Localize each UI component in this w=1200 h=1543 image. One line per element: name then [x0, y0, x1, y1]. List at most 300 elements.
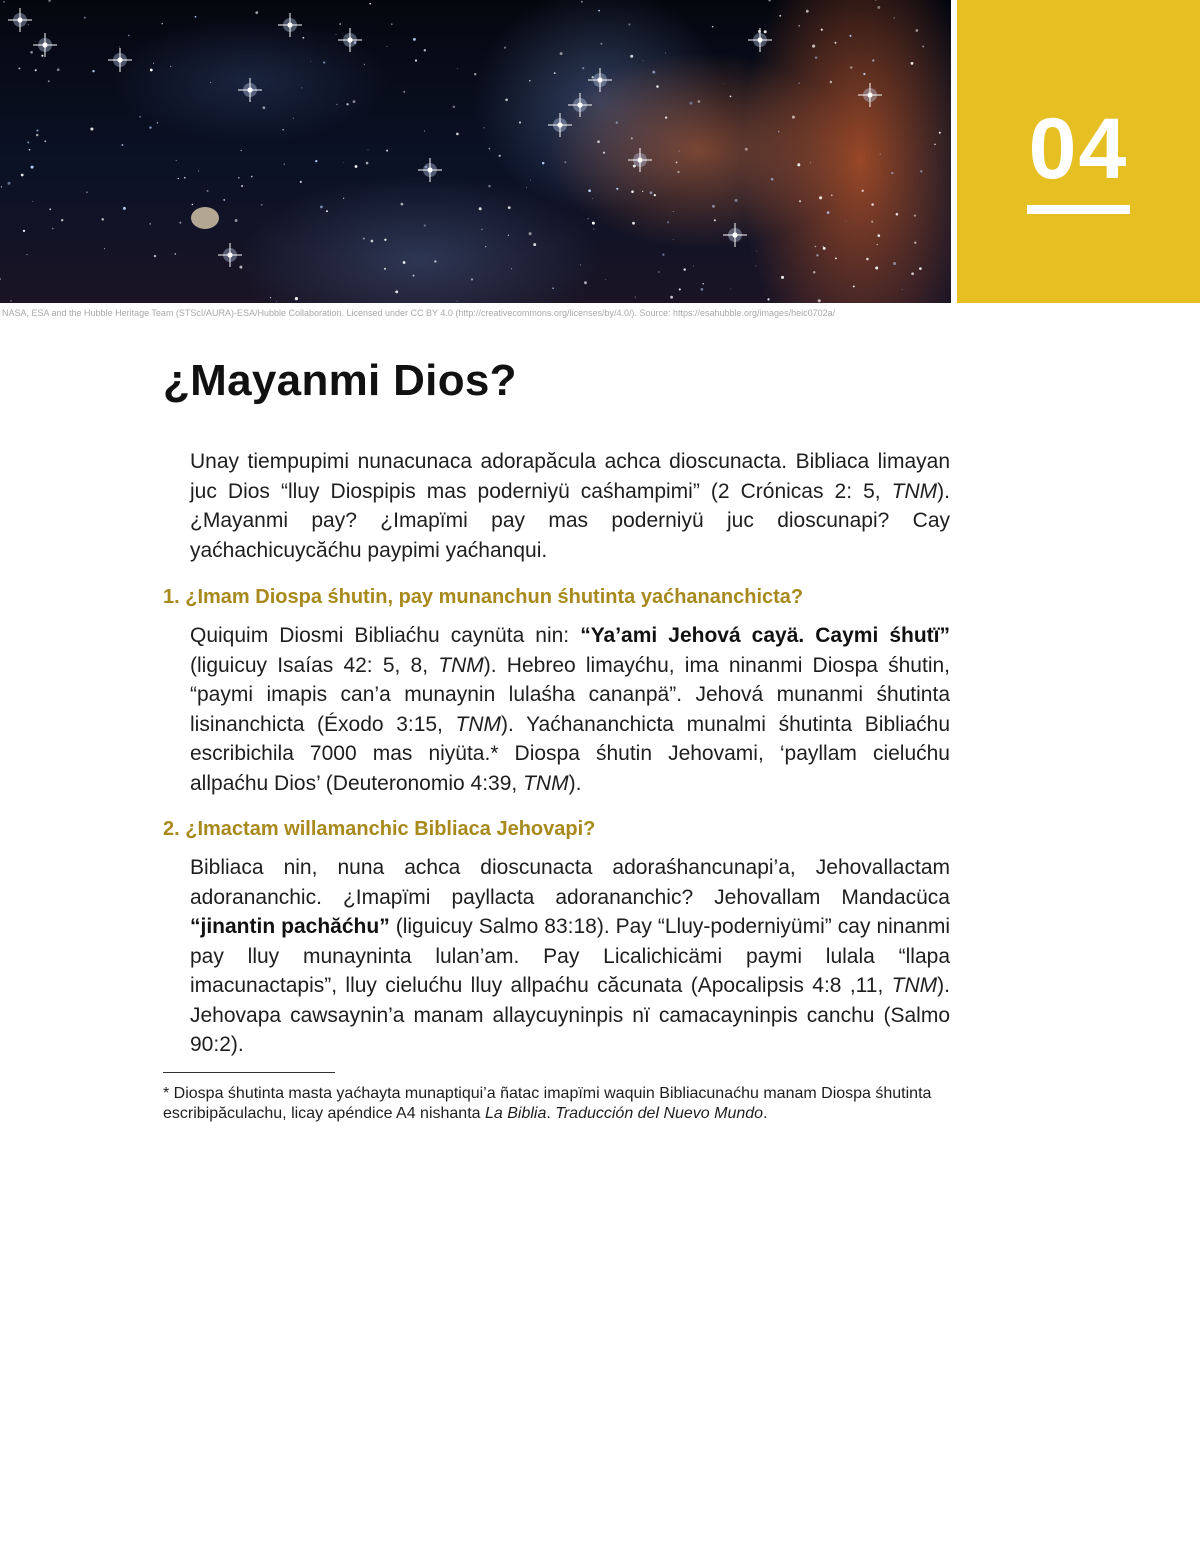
star: [698, 100, 701, 103]
text-run: Quiquim Diosmi Bibliaćhu caynüta nin:: [190, 624, 581, 647]
star: [815, 56, 818, 59]
star: [153, 63, 154, 64]
star: [816, 254, 818, 256]
star: [57, 68, 60, 71]
star: [84, 17, 86, 19]
star: [835, 258, 837, 260]
star: [157, 122, 158, 123]
star: [505, 99, 508, 102]
star: [301, 87, 302, 88]
star: [335, 34, 336, 35]
intro-paragraph: [190, 447, 950, 565]
star: [424, 49, 426, 51]
star: [665, 116, 667, 118]
star: [92, 70, 94, 72]
star: [456, 133, 459, 136]
star: [616, 121, 618, 123]
italic-text: TNM: [455, 712, 502, 736]
star: [701, 288, 704, 291]
star: [730, 96, 732, 98]
star: [656, 85, 659, 88]
chapter-underline: [1027, 205, 1130, 214]
star: [61, 219, 63, 221]
star: [564, 161, 566, 163]
star: [210, 82, 211, 83]
star: [457, 68, 458, 69]
star: [831, 194, 833, 196]
bright-star: [418, 158, 442, 182]
star: [866, 258, 869, 261]
star: [483, 127, 484, 128]
star: [239, 266, 242, 269]
star: [363, 238, 365, 240]
star: [504, 46, 506, 48]
star: [812, 45, 815, 48]
bright-star: [568, 93, 592, 117]
star: [853, 285, 855, 287]
bold-quote: “Ya’ami Jehová cayä. Caymi śhutï”: [580, 624, 950, 647]
star: [821, 29, 823, 31]
star: [121, 144, 123, 146]
bright-star: [278, 13, 302, 37]
star: [798, 25, 800, 27]
star: [552, 287, 554, 289]
star: [128, 35, 130, 37]
bright-star: [628, 148, 652, 172]
star: [31, 166, 34, 169]
star: [914, 214, 916, 216]
star: [592, 198, 593, 199]
star: [628, 23, 630, 25]
star: [677, 171, 679, 173]
star: [654, 194, 656, 196]
star: [894, 17, 895, 18]
star: [310, 61, 311, 62]
star: [605, 279, 606, 280]
star: [635, 296, 636, 297]
star: [384, 239, 386, 241]
star: [533, 243, 536, 246]
star: [403, 261, 406, 264]
star: [643, 60, 644, 61]
star: [662, 254, 664, 256]
star: [18, 67, 20, 69]
star: [819, 196, 822, 199]
star: [850, 35, 852, 37]
text-run: (liguicuy Isaías 42: 5, 8,: [190, 653, 439, 677]
star: [346, 103, 348, 105]
star: [36, 134, 38, 136]
star: [192, 204, 193, 205]
star: [413, 275, 415, 277]
star: [149, 223, 151, 225]
star: [730, 289, 731, 290]
star: [642, 191, 643, 192]
star: [508, 206, 511, 209]
star: [778, 131, 779, 132]
star: [592, 222, 595, 225]
text-run: ).: [568, 771, 582, 795]
text-run: ). Hebreo limayćhu, ima ninanmi Diospa śhutin, “paymi imapis can’a munaynin lulaśha cananpä”. Jehová munanmi śhutinta lisinanchicta (Éxodo 3:15,: [190, 653, 950, 736]
star: [896, 213, 899, 216]
star: [542, 162, 545, 165]
star: [582, 67, 584, 69]
star: [453, 106, 456, 109]
italic-text: Traducción del Nuevo Mundo: [555, 1105, 764, 1122]
star: [781, 276, 784, 279]
footnote-divider: [163, 1072, 335, 1073]
star: [584, 281, 587, 284]
star: [911, 62, 914, 65]
text-run: (liguicuy Salmo 83:18). Pay “Lluy-poderniyümi” cay ninanmi pay lluy munayninta lulan’am. Pay Licalichicämi paymi lulala “llapa imacunactapis”, lluy cielućhu lluy allpaćhu căcunata (Apocalipsis 4:8 ,11,: [190, 915, 950, 997]
star: [665, 53, 666, 54]
star: [799, 200, 801, 202]
star: [723, 83, 724, 84]
star: [667, 221, 669, 223]
star: [593, 229, 594, 230]
star: [139, 116, 141, 118]
question-1-heading: 1. ¿Imam Diospa śhutin, pay munanchun śhutinta yaćhananchicta?: [163, 586, 804, 608]
star: [818, 299, 821, 302]
star: [914, 242, 916, 244]
star: [251, 176, 253, 178]
star: [364, 64, 365, 65]
star: [241, 150, 242, 151]
star: [714, 219, 716, 221]
star: [871, 221, 873, 223]
lesson-title: ¿Mayanmi Dios?: [163, 356, 517, 405]
star: [771, 178, 774, 181]
star: [366, 162, 369, 165]
star: [580, 264, 581, 265]
star: [403, 91, 405, 93]
star: [911, 272, 914, 275]
star: [315, 160, 317, 162]
bright-star: [858, 83, 882, 107]
star: [511, 268, 512, 269]
star: [598, 10, 600, 12]
star: [508, 235, 509, 236]
chapter-badge: [957, 0, 1200, 303]
star: [48, 80, 50, 82]
star: [41, 55, 43, 57]
text-run: .: [763, 1105, 768, 1122]
text-run: ). Jehovapa cawsaynin’a manam allaycuyninpis nï camacayninpis canchu (Salmo 90:2).: [190, 974, 950, 1056]
star: [526, 187, 527, 188]
star: [488, 185, 490, 187]
star: [391, 23, 393, 25]
star: [581, 1, 583, 3]
star: [529, 232, 532, 235]
star: [877, 234, 880, 237]
star: [673, 239, 674, 240]
star: [872, 59, 874, 61]
chapter-number: 04: [1028, 101, 1129, 197]
star: [891, 172, 893, 174]
star: [323, 61, 325, 63]
star: [175, 253, 177, 255]
star: [293, 118, 294, 119]
star: [712, 26, 714, 28]
star: [597, 140, 600, 143]
star: [424, 131, 425, 132]
star: [530, 180, 531, 181]
star: [915, 29, 918, 32]
star: [797, 163, 800, 166]
star: [755, 265, 756, 266]
star: [499, 155, 501, 157]
star: [485, 246, 486, 247]
star: [235, 219, 238, 222]
star: [519, 121, 521, 123]
bright-star: [723, 223, 747, 247]
star: [303, 37, 305, 39]
bright-star: [108, 48, 132, 72]
star: [241, 185, 243, 187]
star: [457, 301, 458, 302]
star: [616, 188, 618, 190]
star: [343, 162, 344, 163]
star: [49, 208, 51, 210]
star: [768, 0, 771, 1]
star: [798, 82, 800, 84]
star: [830, 81, 832, 83]
star: [630, 55, 633, 58]
star: [658, 271, 659, 272]
star: [369, 3, 371, 5]
bright-star: [548, 113, 572, 137]
italic-text: TNM: [891, 479, 938, 503]
star: [32, 201, 33, 202]
star: [238, 177, 240, 179]
star: [282, 129, 284, 131]
star: [835, 42, 837, 44]
star: [880, 154, 881, 155]
star: [179, 222, 181, 224]
star: [919, 267, 922, 270]
star: [676, 161, 678, 163]
star: [343, 198, 344, 199]
star: [603, 152, 605, 154]
star: [679, 288, 681, 290]
star: [529, 80, 531, 82]
star: [195, 16, 197, 18]
star: [424, 224, 426, 226]
hero-image: [0, 0, 951, 303]
star: [35, 41, 36, 42]
star: [295, 297, 298, 300]
star: [101, 218, 103, 220]
star: [276, 301, 277, 302]
star: [735, 199, 738, 202]
star: [386, 150, 388, 152]
star: [871, 203, 874, 206]
star: [353, 100, 356, 103]
star: [401, 203, 404, 206]
bright-star: [338, 28, 362, 52]
star: [934, 144, 935, 145]
italic-text: TNM: [523, 771, 569, 795]
star: [756, 251, 757, 252]
star: [29, 149, 31, 151]
text-run: Unay tiempupimi nunacunaca adorapăcula achca dioscunacta. Bibliaca limayan juc Dios “lluy Diospipis mas poderniyü caśhampimi” (2 Crónicas 2: 5,: [190, 450, 950, 503]
starfield-graphic: [0, 0, 951, 303]
star: [684, 268, 686, 270]
star: [631, 190, 634, 193]
star: [207, 190, 209, 192]
star: [161, 23, 162, 24]
galaxy: [191, 207, 219, 229]
star: [170, 66, 171, 67]
star: [23, 230, 25, 232]
star: [119, 46, 120, 47]
star: [434, 260, 436, 262]
star: [474, 73, 476, 75]
star: [7, 182, 10, 185]
bright-star: [33, 33, 57, 57]
star: [631, 137, 633, 139]
star: [703, 283, 704, 284]
bold-quote: “jinantin pachăćhu”: [190, 915, 390, 938]
bright-star: [588, 68, 612, 92]
question-2-answer: [190, 853, 950, 1060]
star: [223, 199, 225, 201]
star: [712, 205, 715, 208]
star: [861, 190, 864, 193]
image-credit: NASA, ESA and the Hubble Heritage Team (STScI/AURA)-ESA/Hubble Collaboration. Licensed under CC BY 4.0 (http://creativecommons.org/licenses/by/4.0/). Source: https://esahubble.org/images/heic0702a/: [2, 308, 836, 318]
star: [36, 129, 38, 131]
star: [693, 266, 694, 267]
star: [104, 248, 105, 249]
star: [875, 267, 878, 270]
star: [792, 116, 795, 119]
star: [745, 148, 748, 151]
star: [30, 51, 33, 54]
star: [813, 271, 816, 274]
star: [670, 296, 673, 299]
star: [632, 222, 635, 225]
italic-text: TNM: [438, 653, 484, 677]
star: [184, 177, 186, 179]
star: [26, 254, 27, 255]
star: [673, 211, 674, 212]
star: [35, 69, 37, 71]
star: [764, 30, 767, 33]
star: [822, 246, 823, 247]
star: [689, 102, 692, 105]
star: [939, 132, 941, 134]
star: [123, 207, 126, 210]
bright-star: [238, 78, 262, 102]
star: [922, 45, 924, 47]
star: [44, 140, 46, 142]
star: [863, 73, 865, 75]
question-1-answer: [190, 621, 950, 798]
star: [902, 289, 903, 290]
text-run: Bibliaca nin, nuna achca dioscunacta adoraśhancunapi’a, Jehovallactam adorananchic. ¿Imapïmi payllacta adorananchic? Jehovallam Mandacüca: [190, 856, 950, 909]
star: [52, 228, 54, 230]
star: [270, 297, 271, 298]
star: [395, 291, 398, 294]
star: [679, 151, 680, 152]
footnote: [163, 1084, 933, 1124]
star: [806, 10, 809, 13]
star: [815, 246, 817, 248]
bright-star: [218, 243, 242, 267]
text-run: ). Yaćhananchicta munalmi śhutinta Bibliaćhu escribichila 7000 mas niyüta.* Diospa śhutin Jehovami, ‘payllam cielućhu allpaćhu Dios’ (Deuteronomio 4:39,: [190, 712, 951, 795]
star: [154, 255, 156, 257]
bright-star: [748, 28, 772, 52]
star: [588, 218, 589, 219]
star: [284, 163, 285, 164]
star: [149, 126, 151, 128]
star: [0, 278, 1, 280]
italic-text: La Biblia: [484, 1105, 547, 1122]
star: [779, 15, 781, 17]
star: [21, 174, 24, 177]
star: [48, 0, 51, 2]
text-run: * Diospa śhutinta masta yaćhayta munaptiqui’a ñatac imapïmi waquin Bibliacunaćhu manam Diospa śhutinta escribipăculachu, licay apéndice A4 nishanta: [163, 1085, 932, 1122]
star: [261, 204, 263, 206]
star: [27, 141, 29, 143]
star: [198, 171, 199, 172]
text-run: ). ¿Mayanmi pay? ¿Imapïmi pay mas poderniyü juc dioscunapi? Cay yaćhachicuycăćhu paypimi yaćhanqui.: [190, 479, 950, 562]
star: [178, 178, 179, 179]
italic-text: TNM: [891, 974, 938, 997]
star: [810, 163, 811, 164]
star: [90, 127, 93, 130]
star: [877, 6, 880, 9]
star: [560, 52, 563, 55]
star: [875, 0, 876, 1]
star: [3, 1, 5, 3]
star: [588, 189, 591, 192]
star: [150, 69, 153, 72]
star: [384, 268, 386, 270]
star: [355, 165, 358, 168]
star: [554, 72, 556, 74]
text-run: .: [546, 1105, 556, 1122]
star: [371, 240, 374, 243]
star: [300, 181, 302, 183]
star: [823, 247, 826, 250]
star: [920, 170, 922, 172]
star: [489, 148, 491, 150]
bright-star: [8, 8, 32, 32]
star: [479, 207, 482, 210]
star: [339, 23, 341, 25]
star: [367, 149, 368, 150]
star: [767, 298, 769, 300]
star: [326, 210, 328, 212]
star: [176, 160, 177, 161]
star: [650, 191, 653, 194]
star: [827, 211, 830, 214]
star: [263, 106, 266, 109]
star: [413, 38, 416, 41]
star: [877, 244, 878, 245]
star: [652, 71, 655, 74]
star: [336, 104, 337, 105]
star: [600, 43, 602, 45]
star: [255, 11, 258, 14]
star: [850, 66, 853, 69]
star: [86, 191, 88, 193]
star: [471, 278, 473, 280]
star: [481, 229, 483, 231]
star: [320, 205, 323, 208]
star: [28, 24, 29, 25]
